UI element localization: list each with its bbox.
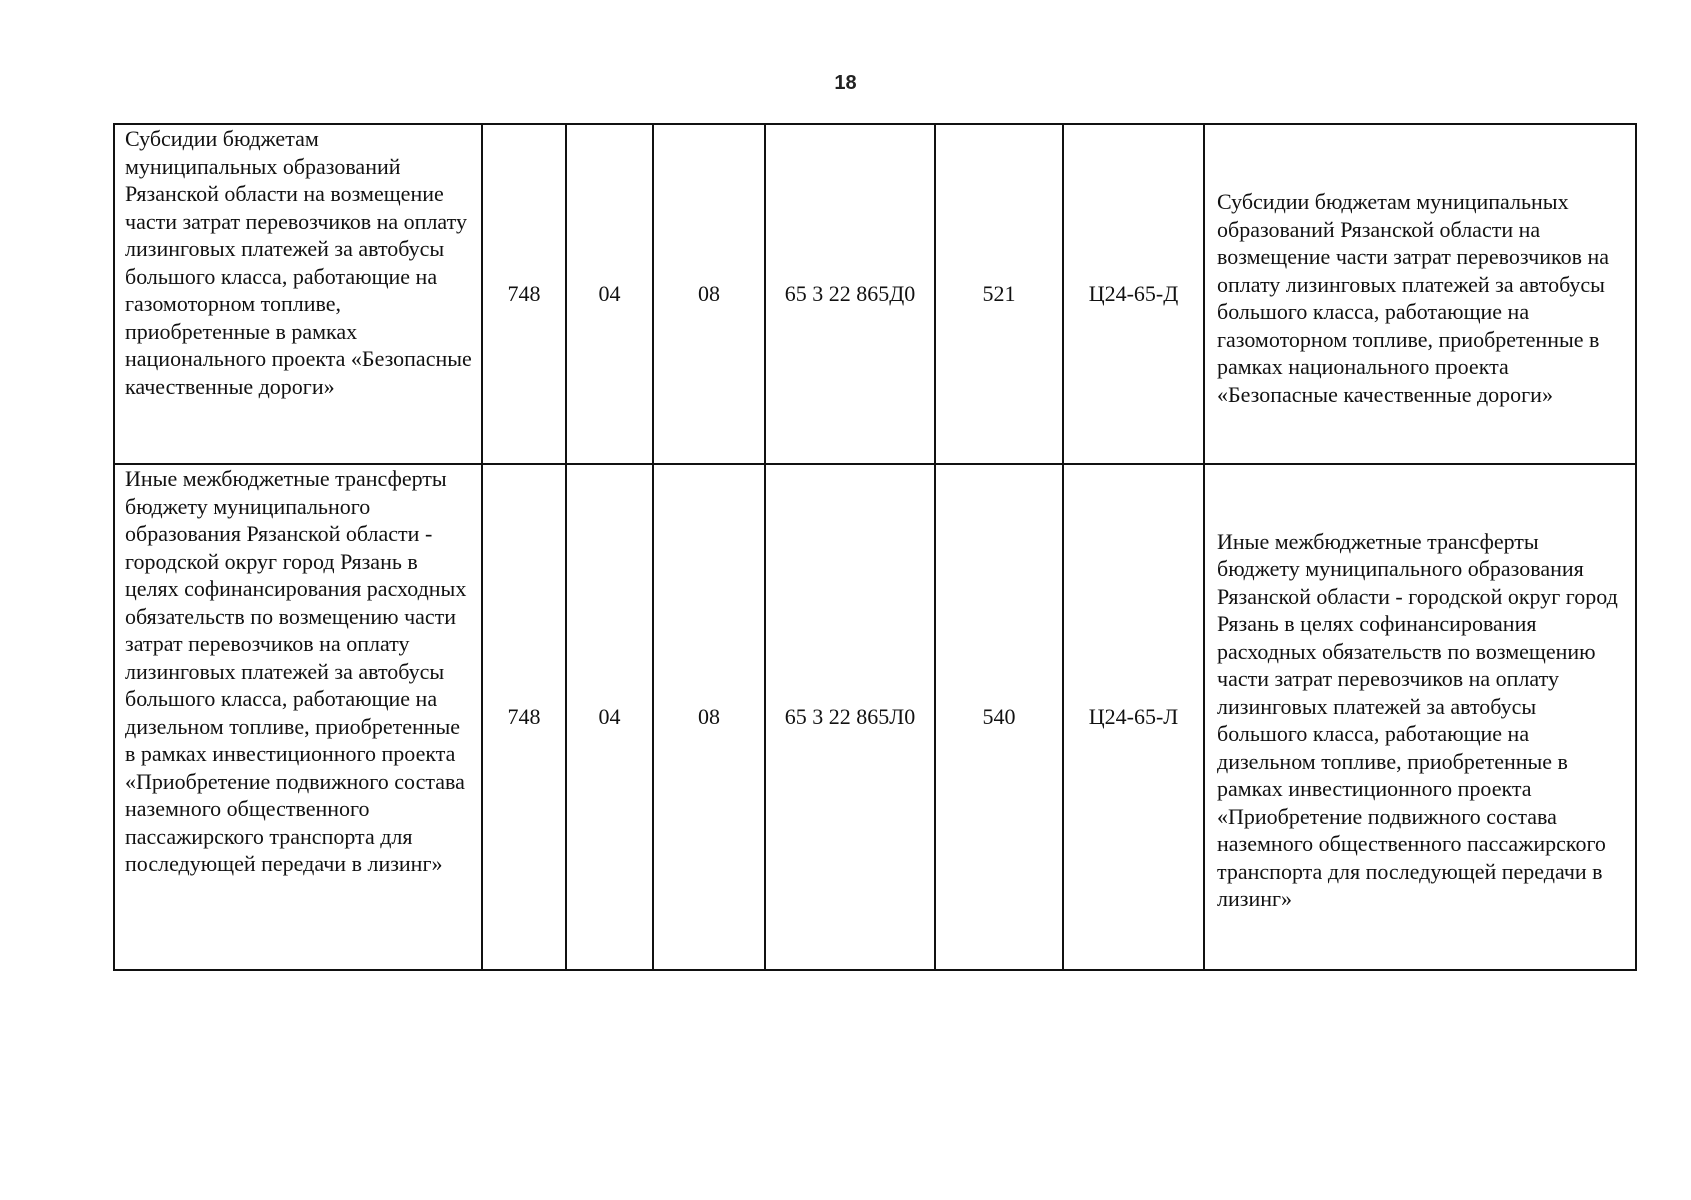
- budget-classification-table: [113, 123, 1637, 971]
- subsection-code-cell: 08: [653, 124, 765, 464]
- target-code-cell: Ц24-65-Д: [1063, 124, 1204, 464]
- ministry-code-cell: 748: [482, 464, 566, 970]
- section-code-cell: 04: [566, 464, 653, 970]
- target-description-cell: Иные межбюджетные трансферты бюджету муниципального образования Рязанской области - городской округ город Рязань в целях софинансирования расходных обязательств по возмещению части затрат перевозчиков на оплату лизинговых платежей за автобусы большого класса, работающие на дизельном топливе, приобретенные в рамках инвестиционного проекта «Приобретение подвижного состава наземного общественного пассажирского транспорта для последующей передачи в лизинг»: [1204, 464, 1636, 970]
- page-number: 18: [834, 72, 857, 94]
- expense-type-cell: 540: [935, 464, 1063, 970]
- table-row: [114, 124, 1636, 464]
- table-row: [114, 464, 1636, 970]
- expense-type-cell: 521: [935, 124, 1063, 464]
- expense-name-cell: Иные межбюджетные трансферты бюджету муниципального образования Рязанской области - городской округ город Рязань в целях софинансирования расходных обязательств по возмещению части затрат перевозчиков на оплату лизинговых платежей за автобусы большого класса, работающие на дизельном топливе, приобретенные в рамках инвестиционного проекта «Приобретение подвижного состава наземного общественного пассажирского транспорта для последующей передачи в лизинг»: [114, 464, 482, 970]
- target-code-cell: Ц24-65-Л: [1063, 464, 1204, 970]
- expense-name-cell: Субсидии бюджетам муниципальных образований Рязанской области на возмещение части затрат перевозчиков на оплату лизинговых платежей за автобусы большого класса, работающие на газомоторном топливе, приобретенные в рамках национального проекта «Безопасные качественные дороги»: [114, 124, 482, 464]
- target-article-cell: 65 3 22 865Д0: [765, 124, 935, 464]
- ministry-code-cell: 748: [482, 124, 566, 464]
- section-code-cell: 04: [566, 124, 653, 464]
- target-article-cell: 65 3 22 865Л0: [765, 464, 935, 970]
- target-description-cell: Субсидии бюджетам муниципальных образований Рязанской области на возмещение части затрат перевозчиков на оплату лизинговых платежей за автобусы большого класса, работающие на газомоторном топливе, приобретенные в рамках национального проекта «Безопасные качественные дороги»: [1204, 124, 1636, 464]
- subsection-code-cell: 08: [653, 464, 765, 970]
